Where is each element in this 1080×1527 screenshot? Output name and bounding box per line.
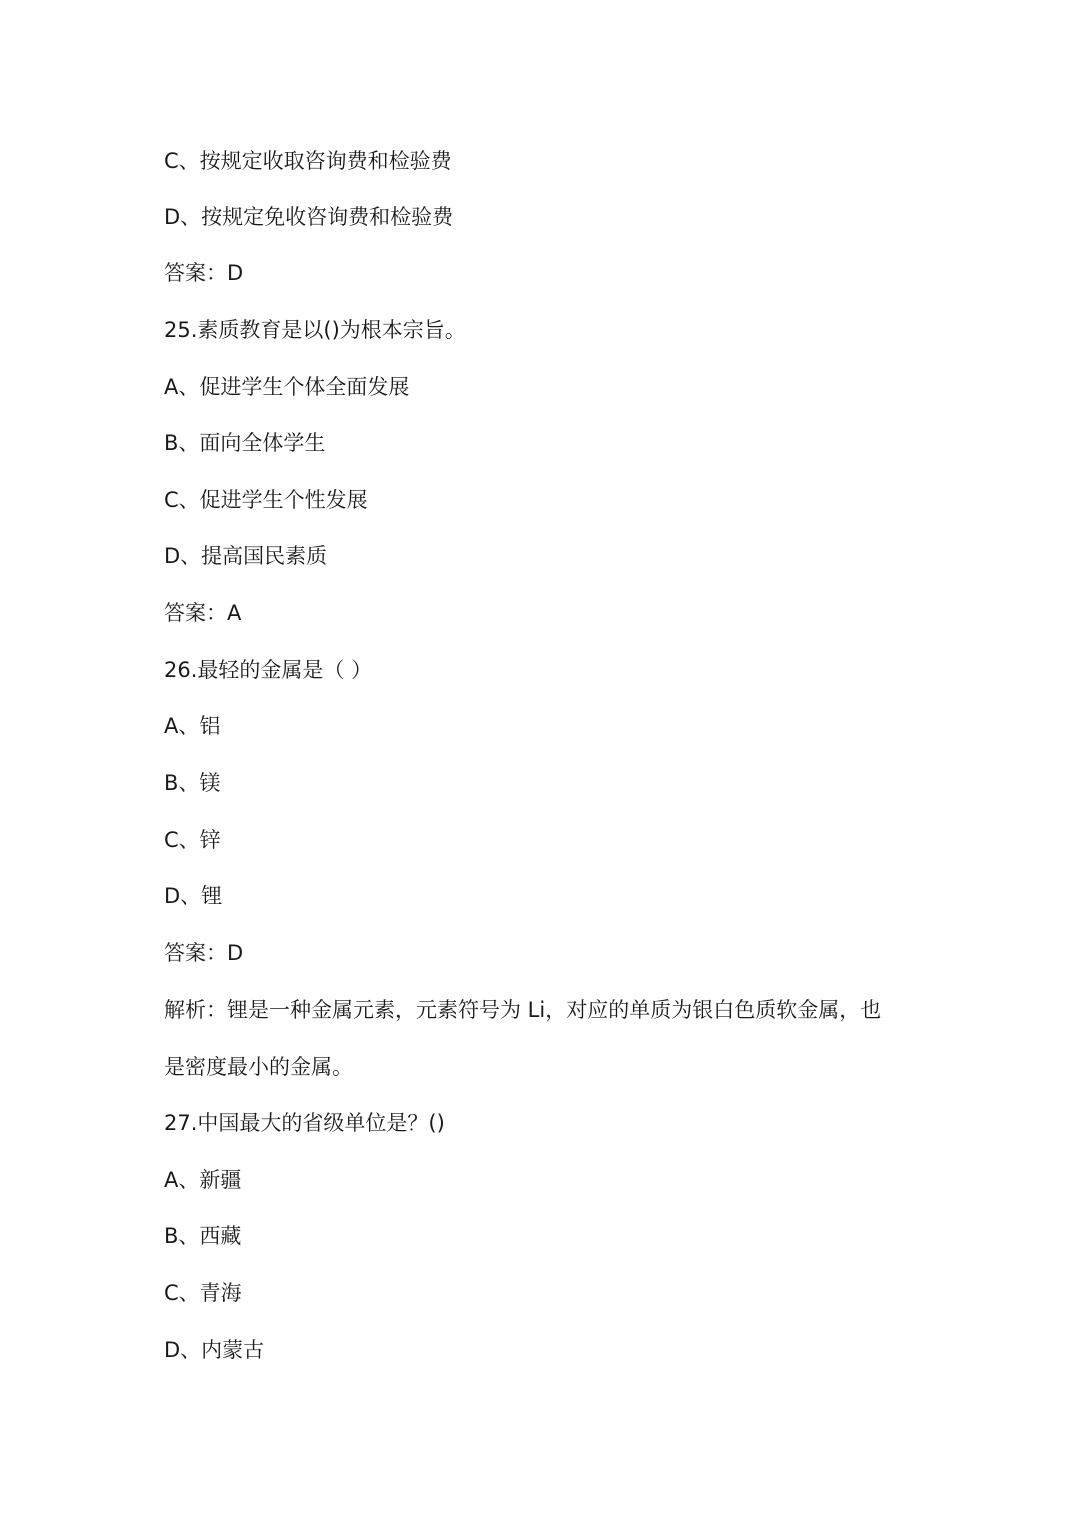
answer-q26: 答案：D <box>164 941 244 965</box>
explanation-q26-line1: 解析：锂是一种金属元素，元素符号为 Li，对应的单质为银白色质软金属，也 <box>164 998 882 1022</box>
option-a-q27: A、新疆 <box>164 1168 242 1192</box>
option-d-q25: D、提高国民素质 <box>164 544 328 568</box>
option-b-q25: B、面向全体学生 <box>164 431 326 455</box>
option-a-q26: A、铝 <box>164 714 221 738</box>
answer-q25: 答案：A <box>164 601 242 625</box>
option-b-q27: B、西藏 <box>164 1224 242 1248</box>
answer-q24: 答案：D <box>164 261 244 285</box>
option-c-q26: C、锌 <box>164 828 221 852</box>
option-c-q27: C、青海 <box>164 1281 242 1305</box>
question-26: 26.最轻的金属是（ ） <box>164 658 373 682</box>
option-c-q24: C、按规定收取咨询费和检验费 <box>164 149 452 173</box>
option-b-q26: B、镁 <box>164 771 221 795</box>
option-d-q26: D、锂 <box>164 884 223 908</box>
question-25: 25.素质教育是以()为根本宗旨。 <box>164 318 466 342</box>
option-a-q25: A、促进学生个体全面发展 <box>164 375 410 399</box>
option-d-q27: D、内蒙古 <box>164 1338 265 1362</box>
question-27: 27.中国最大的省级单位是？() <box>164 1111 445 1135</box>
explanation-q26-line2: 是密度最小的金属。 <box>164 1055 353 1079</box>
option-d-q24: D、按规定免收咨询费和检验费 <box>164 205 454 229</box>
option-c-q25: C、促进学生个性发展 <box>164 488 368 512</box>
